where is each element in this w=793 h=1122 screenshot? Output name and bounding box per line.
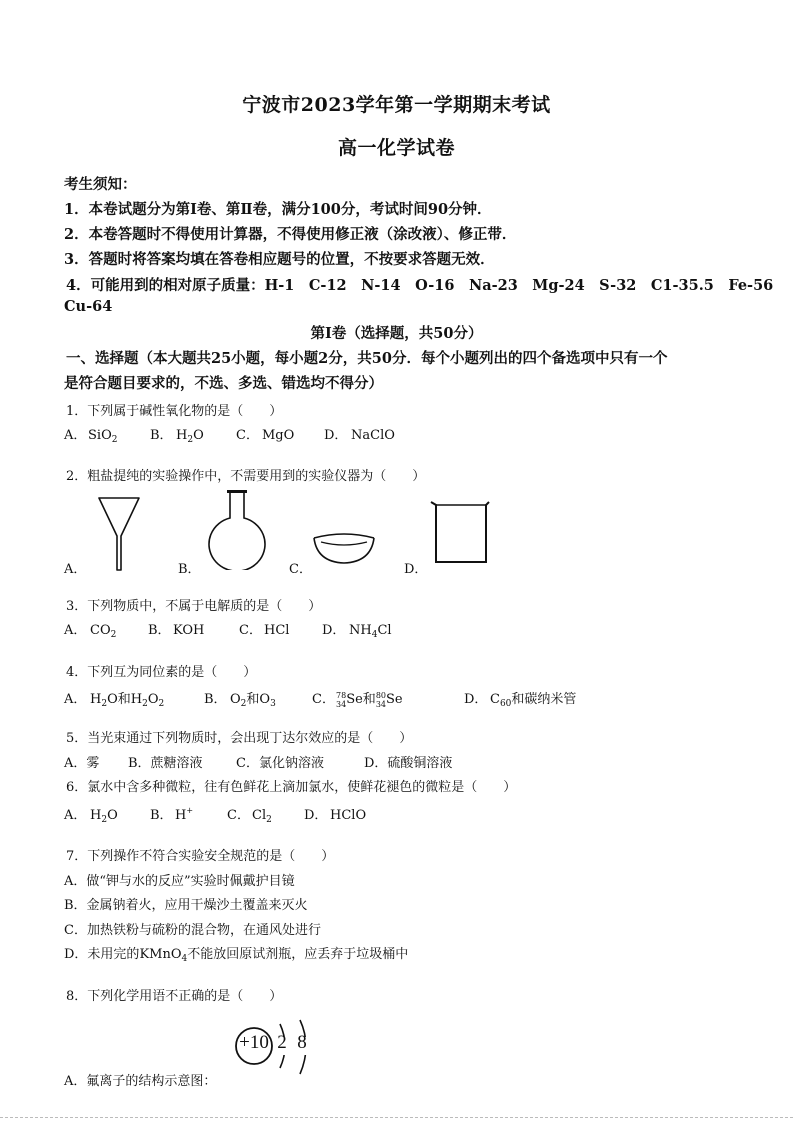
q3-option-a-label: A． (64, 623, 87, 638)
q4-c-atomic1: 34 (336, 699, 347, 709)
q4-a-sub1: 2 (101, 699, 108, 709)
page-bottom-rule (0, 1117, 793, 1118)
q4-stem: 4．下列互为同位素的是（ ） (66, 665, 257, 680)
q7-d-chem: KMnO (139, 947, 182, 962)
q4-c-mass1: 78 (336, 690, 347, 700)
q6-a-sub: 2 (101, 815, 108, 825)
q6-option-a-label: A． (64, 808, 87, 823)
q6-c-sub: 2 (266, 815, 272, 825)
exam-subtitle: 高一化学试卷 (337, 137, 455, 159)
q7-option-c: C．加热铁粉与硫粉的混合物，在通风处进行 (64, 923, 321, 938)
q1-option-b (176, 428, 236, 445)
q1-b-sub: 2 (187, 435, 194, 445)
q4-option-c (336, 688, 464, 709)
q4-b-o: O (230, 692, 241, 707)
funnel-icon (96, 494, 142, 574)
q6-b-sup: + (186, 806, 194, 815)
q6-option-b-label: B． (150, 808, 173, 823)
q6-b-h: H (175, 808, 187, 823)
q4-a-sub3: 2 (158, 699, 165, 709)
notice-item-2: 2．本卷答题时不得使用计算器，不得使用修正液（涂改液）、修正带． (64, 226, 517, 243)
evaporating-dish-icon (311, 532, 377, 566)
q4-c-and: 和 (362, 692, 376, 707)
q4-a-and: 和 (117, 692, 131, 707)
q4-c-se2: Se (386, 692, 403, 707)
q4-options (64, 688, 576, 709)
q4-option-b-label: B． (204, 692, 227, 707)
q2-option-d-label: D． (404, 562, 428, 577)
q3-options (64, 619, 392, 640)
q4-option-c-label: C． (312, 692, 335, 707)
q1-option-c: MgO (262, 428, 295, 443)
notice-item-4-cont: Cu-64 (64, 298, 113, 315)
q7-option-d (64, 943, 408, 964)
q4-option-b (230, 688, 312, 709)
q2-option-b-label: B． (178, 562, 201, 577)
q5-stem: 5．当光束通过下列物质时，会出现丁达尔效应的是（ ） (66, 731, 413, 746)
q1-a-formula: SiO (88, 428, 112, 443)
q3-a-sub: 2 (110, 630, 117, 640)
q4-b-sub2: 3 (270, 699, 276, 709)
q3-option-b-label: B． (148, 623, 171, 638)
fluoride-ion-diagram (234, 1018, 324, 1082)
shell-2-electrons: 8 (297, 1032, 307, 1053)
q4-option-a-label: A． (64, 692, 87, 707)
q6-options (64, 804, 366, 825)
q6-a-o: O (107, 808, 118, 823)
q2-option-c-label: C． (289, 562, 312, 577)
shell-1-electrons: 2 (277, 1032, 287, 1053)
q4-c-atomic2: 34 (375, 699, 386, 709)
nucleus-charge: +10 (239, 1032, 269, 1053)
section-heading: 第Ⅰ卷（选择题，共50分） (310, 325, 483, 342)
q4-c-se1: Se (346, 692, 363, 707)
q5-option-a: A．雾 (64, 756, 100, 771)
q8-option-a: A．氟离子的结构示意图： (64, 1074, 217, 1089)
q1-option-b-label: B． (150, 428, 173, 443)
notice-item-1: 1．本卷试题分为第Ⅰ卷、第Ⅱ卷，满分100分，考试时间90分钟． (64, 201, 492, 218)
q3-stem: 3．下列物质中，不属于电解质的是（ ） (66, 599, 322, 614)
q6-option-d-label: D． (304, 808, 328, 823)
section-intro-line2: 是符合题目要求的，不选、多选、错选均不得分） (64, 375, 383, 392)
q3-option-a (90, 623, 148, 640)
q4-d-rest: 和碳纳米管 (511, 692, 577, 707)
q2-stem: 2．粗盐提纯的实验操作中，不需要用到的实验仪器为（ ） (66, 469, 426, 484)
notice-item-4: 4．可能用到的相对原子质量：H-1 C-12 N-14 O-16 Na-23 Mg-24 S-32 C1-35.5 Fe-56 (66, 277, 774, 294)
q4-d-c: C (490, 692, 500, 707)
q3-a-formula: CO (90, 623, 111, 638)
q4-option-a (90, 688, 204, 709)
q7-d-pre: D．未用完的 (64, 947, 140, 962)
q1-b-h: H (176, 428, 188, 443)
q6-c-cl: Cl (252, 808, 267, 823)
q6-stem: 6．氯水中含多种微粒，往有色鲜花上滴加氯水，使鲜花褪色的微粒是（ ） (66, 780, 517, 795)
notice-item-3: 3．答题时将答案均填在答卷相应题号的位置，不按要求答题无效． (64, 251, 495, 268)
q3-d-nh: NH (349, 623, 372, 638)
q7-d-sub: 4 (181, 954, 188, 964)
q6-option-b (175, 806, 227, 823)
q4-c-mass2: 80 (375, 690, 386, 700)
q4-option-d-label: D． (464, 692, 488, 707)
q3-option-b: KOH (173, 623, 205, 638)
beaker-icon (428, 498, 492, 568)
q1-options (64, 424, 395, 445)
q1-b-o: O (193, 428, 204, 443)
q1-option-c-label: C． (236, 428, 259, 443)
q6-option-d: HClO (330, 808, 367, 823)
q4-d-sub: 60 (499, 699, 512, 709)
q4-b-and: 和 (246, 692, 260, 707)
q6-a-h: H (90, 808, 102, 823)
q7-option-a: A．做“钾与水的反应”实验时佩戴护目镜 (64, 874, 295, 889)
q5-option-c: C．氯化钠溶液 (236, 756, 324, 771)
section-intro-line1: 一、选择题（本大题共25小题，每小题2分，共50分．每个小题列出的四个备选项中只有一个 (66, 350, 668, 367)
q4-b-sub1: 2 (240, 699, 247, 709)
round-bottom-flask-icon (206, 488, 270, 570)
q4-option-d (490, 688, 576, 709)
q7-option-b: B．金属钠着火，应用干燥沙土覆盖来灭火 (64, 898, 308, 913)
q3-option-d-label: D． (322, 623, 346, 638)
q2-option-a-label: A． (64, 562, 87, 577)
q5-option-d: D．硫酸铜溶液 (364, 756, 453, 771)
q8-stem: 8．下列化学用语不正确的是（ ） (66, 989, 283, 1004)
q6-option-c (252, 808, 304, 825)
q6-option-a (90, 808, 150, 825)
q4-a-h: H (90, 692, 102, 707)
q1-a-sub: 2 (111, 435, 118, 445)
q7-d-post: 不能放回原试剂瓶，应丢弃于垃圾桶中 (187, 947, 409, 962)
q1-option-d-label: D． (324, 428, 348, 443)
q6-option-c-label: C． (227, 808, 250, 823)
q1-option-a (88, 428, 150, 445)
notice-heading: 考生须知： (64, 176, 137, 193)
q1-option-a-label: A． (64, 428, 87, 443)
exam-title: 宁波市2023学年第一学期期末考试 (242, 94, 551, 116)
q1-option-d: NaClO (351, 428, 395, 443)
q4-a-h2: H (130, 692, 143, 707)
q3-option-c-label: C． (239, 623, 262, 638)
q5-option-b: B．蔗糖溶液 (128, 756, 203, 771)
q1-stem: 1．下列属于碱性氧化物的是（ ） (66, 404, 283, 419)
q4-a-o: O (107, 692, 118, 707)
q3-option-d (349, 623, 392, 640)
q4-a-sub2: 2 (142, 699, 148, 709)
q4-a-o2: O (147, 692, 159, 707)
q3-d-sub: 4 (371, 630, 378, 640)
q5-options (64, 752, 452, 771)
q3-d-cl: Cl (377, 623, 392, 638)
q3-option-c: HCl (264, 623, 290, 638)
q7-stem: 7．下列操作不符合实验安全规范的是（ ） (66, 849, 335, 864)
q4-b-o2: O (259, 692, 271, 707)
